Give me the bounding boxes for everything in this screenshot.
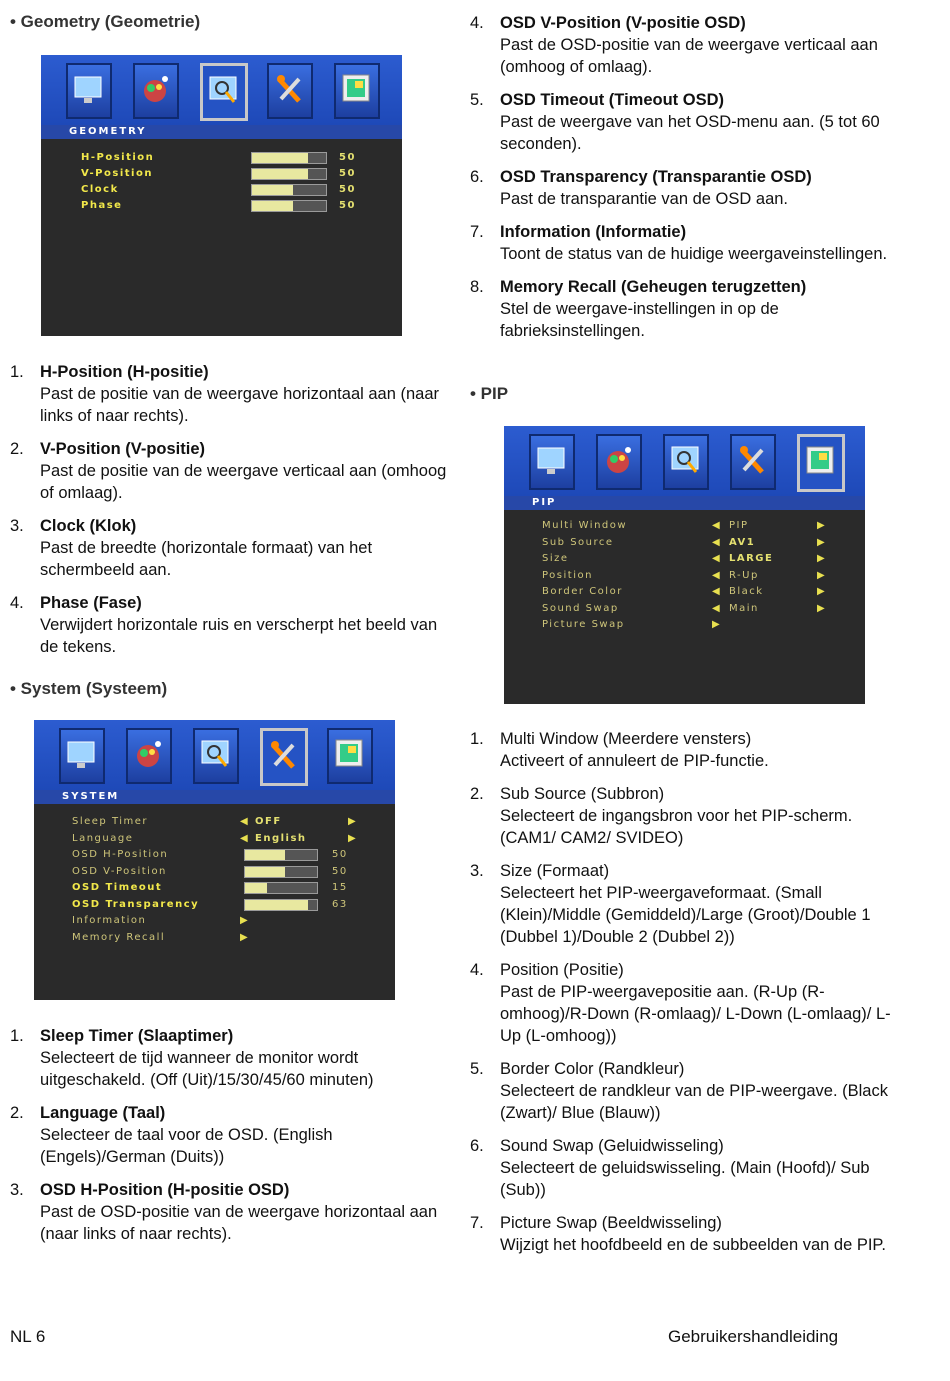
item-number: 2. xyxy=(470,785,484,803)
item-title: Position (Positie) xyxy=(500,961,624,979)
item-description: Past de transparantie van de OSD aan. xyxy=(500,190,789,208)
osd-row-value: 50 xyxy=(339,200,356,211)
item-title: Multi Window (Meerdere vensters) xyxy=(500,730,752,748)
list-item xyxy=(470,89,910,155)
osd-row-label: Position xyxy=(542,569,593,581)
osd-row-label: Sleep Timer xyxy=(72,816,149,827)
osd-icon-bar xyxy=(34,720,395,790)
right-arrow-icon: ▶ xyxy=(817,536,825,548)
system-item-list-continued xyxy=(470,12,910,353)
item-number: 2. xyxy=(10,440,24,458)
list-item xyxy=(10,592,450,658)
item-number: 3. xyxy=(10,1181,24,1199)
item-description: Selecteert de randkleur van de PIP-weergave. (Black (Zwart)/ Blue (Blauw)) xyxy=(500,1082,888,1122)
left-arrow-icon: ◀ xyxy=(712,586,720,597)
list-item xyxy=(10,1179,450,1245)
item-title: OSD Timeout (Timeout OSD) xyxy=(500,91,724,109)
item-description: Selecteert de geluidswisseling. (Main (Hoofd)/ Sub (Sub)) xyxy=(500,1159,870,1199)
monitor-icon xyxy=(66,63,112,119)
right-arrow-icon: ▶ xyxy=(817,586,825,597)
list-item xyxy=(470,783,910,849)
item-title: Memory Recall (Geheugen terugzetten) xyxy=(500,278,807,296)
left-arrow-icon: ◀ xyxy=(712,520,720,531)
monitor-icon xyxy=(529,434,575,490)
item-description: Past de OSD-positie van de weergave horizontaal aan (naar links of naar rechts). xyxy=(40,1203,438,1243)
left-arrow-icon: ◀ xyxy=(712,602,720,614)
geometry-icon xyxy=(193,728,239,784)
osd-row-label: Language xyxy=(72,832,134,844)
tools-icon xyxy=(267,63,313,119)
item-description: Verwijdert horizontale ruis en verscherpt het beeld van de tekens. xyxy=(40,616,438,656)
osd-level-bar xyxy=(244,882,318,894)
list-item xyxy=(470,959,910,1047)
item-title: Size (Formaat) xyxy=(500,862,610,880)
item-title: H-Position (H-positie) xyxy=(40,363,209,381)
osd-row-label: Border Color xyxy=(542,586,623,597)
item-description: Past de breedte (horizontale formaat) van het schermbeeld aan. xyxy=(40,539,373,579)
pip-icon xyxy=(797,434,845,492)
item-description: Selecteert de tijd wanneer de monitor wordt uitgeschakeld. (Off (Uit)/15/30/45/60 minuten) xyxy=(40,1049,374,1089)
item-description: Selecteert de ingangsbron voor het PIP-scherm. (CAM1/ CAM2/ SVIDEO) xyxy=(500,807,853,847)
item-title: Phase (Fase) xyxy=(40,594,142,612)
osd-row-label: Picture Swap xyxy=(542,619,625,630)
geometry-icon xyxy=(200,63,248,121)
osd-title: SYSTEM xyxy=(34,790,395,804)
system-heading: • System (Systeem) xyxy=(10,679,168,698)
osd-row-label: Phase xyxy=(81,200,123,211)
osd-row-label: Clock xyxy=(81,184,119,195)
item-description: Wijzigt het hoofdbeeld en de subbeelden van de PIP. xyxy=(500,1236,886,1254)
osd-icon-bar xyxy=(504,426,865,496)
item-number: 8. xyxy=(470,278,484,296)
osd-level-bar xyxy=(251,168,327,180)
osd-row-label: OSD Transparency xyxy=(72,898,200,910)
osd-row-label: OSD V-Position xyxy=(72,865,167,877)
left-arrow-icon: ◀ xyxy=(240,816,248,827)
osd-level-bar xyxy=(244,899,318,911)
osd-title: GEOMETRY xyxy=(41,125,402,139)
geometry-heading: • Geometry (Geometrie) xyxy=(10,12,201,31)
osd-row-label: V-Position xyxy=(81,168,153,179)
list-item xyxy=(470,276,910,342)
osd-title: PIP xyxy=(504,496,865,510)
system-item-list xyxy=(10,1025,450,1256)
item-number: 6. xyxy=(470,1137,484,1155)
list-item xyxy=(470,1135,910,1201)
item-description: Selecteert het PIP-weergaveformaat. (Small (Klein)/Middle (Gemiddeld)/Large (Groot)/Double 1 (Dubbel 1)/Double 2 (Dubbel 2)) xyxy=(500,884,871,946)
item-number: 4. xyxy=(10,594,24,612)
osd-row-value: 50 xyxy=(339,168,356,179)
item-title: OSD Transparency (Transparantie OSD) xyxy=(500,168,812,186)
osd-row-value: PIP xyxy=(729,520,749,531)
list-item xyxy=(470,1212,910,1256)
list-item xyxy=(470,1058,910,1124)
osd-row-label: Sound Swap xyxy=(542,602,619,614)
item-title: Information (Informatie) xyxy=(500,223,687,241)
item-title: OSD H-Position (H-positie OSD) xyxy=(40,1181,290,1199)
pip-icon xyxy=(327,728,373,784)
item-description: Stel de weergave-instellingen in op de fabrieksinstellingen. xyxy=(500,300,779,340)
item-title: Picture Swap (Beeldwisseling) xyxy=(500,1214,722,1232)
monitor-icon xyxy=(59,728,105,784)
right-arrow-icon: ▶ xyxy=(712,619,720,630)
right-arrow-icon: ▶ xyxy=(817,520,825,531)
list-item xyxy=(10,361,450,427)
right-arrow-icon: ▶ xyxy=(240,915,248,926)
osd-row-label: Memory Recall xyxy=(72,931,166,943)
color-icon xyxy=(596,434,642,490)
left-arrow-icon: ◀ xyxy=(712,553,720,564)
osd-level-bar xyxy=(244,866,318,878)
osd-row-value: 63 xyxy=(332,898,348,910)
item-number: 5. xyxy=(470,91,484,109)
pip-icon xyxy=(334,63,380,119)
color-icon xyxy=(133,63,179,119)
item-title: Sound Swap (Geluidwisseling) xyxy=(500,1137,724,1155)
pip-osd-screenshot xyxy=(504,426,865,704)
item-number: 4. xyxy=(470,14,484,32)
left-arrow-icon: ◀ xyxy=(712,569,720,581)
item-description: Past de weergave van het OSD-menu aan. (5 tot 60 seconden). xyxy=(500,113,880,153)
item-title: V-Position (V-positie) xyxy=(40,440,206,458)
list-item xyxy=(10,515,450,581)
item-number: 1. xyxy=(10,363,24,381)
item-number: 1. xyxy=(470,730,484,748)
pip-item-list xyxy=(470,728,910,1267)
list-item xyxy=(470,166,910,210)
item-number: 7. xyxy=(470,1214,484,1232)
item-description: Toont de status van de huidige weergaveinstellingen. xyxy=(500,245,888,263)
osd-row-value: Main xyxy=(729,602,759,614)
osd-row-value: 50 xyxy=(339,152,356,163)
item-description: Past de positie van de weergave verticaal aan (omhoog of omlaag). xyxy=(40,462,447,502)
item-number: 2. xyxy=(10,1104,24,1122)
tools-icon xyxy=(260,728,308,786)
osd-level-bar xyxy=(251,152,327,164)
item-title: Border Color (Randkleur) xyxy=(500,1060,685,1078)
osd-row-label: Multi Window xyxy=(542,520,628,531)
osd-level-bar xyxy=(251,184,327,196)
list-item xyxy=(10,1102,450,1168)
geometry-item-list xyxy=(10,361,450,669)
list-item xyxy=(470,860,910,948)
item-number: 6. xyxy=(470,168,484,186)
osd-row-value: 50 xyxy=(339,184,356,195)
item-number: 5. xyxy=(470,1060,484,1078)
system-osd-screenshot xyxy=(34,720,395,1000)
osd-level-bar xyxy=(251,200,327,212)
osd-row-label: OSD H-Position xyxy=(72,849,169,860)
osd-row-label: OSD Timeout xyxy=(72,882,163,893)
right-arrow-icon: ▶ xyxy=(817,569,825,581)
osd-row-value: 50 xyxy=(332,865,348,877)
item-title: Language (Taal) xyxy=(40,1104,166,1122)
right-arrow-icon: ▶ xyxy=(817,553,825,564)
item-number: 1. xyxy=(10,1027,24,1045)
item-description: Past de PIP-weergavepositie aan. (R-Up (R-omhoog)/R-Down (R-omlaag)/ L-Down (L-omlaag)/ L-Up (L-omhoog)) xyxy=(500,983,891,1045)
osd-row-label: Size xyxy=(542,553,569,564)
item-number: 4. xyxy=(470,961,484,979)
item-number: 7. xyxy=(470,223,484,241)
right-arrow-icon: ▶ xyxy=(817,602,825,614)
item-title: Sub Source (Subbron) xyxy=(500,785,665,803)
item-number: 3. xyxy=(10,517,24,535)
osd-level-bar xyxy=(244,849,318,861)
osd-row-value: 15 xyxy=(332,882,348,893)
item-title: OSD V-Position (V-positie OSD) xyxy=(500,14,746,32)
pip-heading: • PIP xyxy=(470,384,509,403)
tools-icon xyxy=(730,434,776,490)
item-description: Past de OSD-positie van de weergave verticaal aan (omhoog of omlaag). xyxy=(500,36,878,76)
osd-icon-bar xyxy=(41,55,402,125)
list-item xyxy=(470,728,910,772)
left-arrow-icon: ◀ xyxy=(240,832,248,844)
osd-row-value: English xyxy=(255,832,307,844)
osd-row-value: LARGE xyxy=(729,553,774,564)
left-arrow-icon: ◀ xyxy=(712,536,720,548)
osd-row-value: OFF xyxy=(255,816,282,827)
geometry-osd-screenshot xyxy=(41,55,402,336)
list-item xyxy=(10,1025,450,1091)
item-description: Activeert of annuleert de PIP-functie. xyxy=(500,752,769,770)
osd-row-value: 50 xyxy=(332,849,348,860)
geometry-icon xyxy=(663,434,709,490)
manual-title: Gebruikershandleiding xyxy=(668,1327,839,1346)
item-title: Sleep Timer (Slaaptimer) xyxy=(40,1027,234,1045)
item-description: Past de positie van de weergave horizontaal aan (naar links of naar rechts). xyxy=(40,385,440,425)
color-icon xyxy=(126,728,172,784)
right-arrow-icon: ▶ xyxy=(348,816,356,827)
osd-row-value: AV1 xyxy=(729,536,756,548)
list-item xyxy=(10,438,450,504)
osd-row-value: Black xyxy=(729,586,764,597)
list-item xyxy=(470,221,910,265)
item-title: Clock (Klok) xyxy=(40,517,137,535)
osd-row-value: R-Up xyxy=(729,569,759,581)
page-number: NL 6 xyxy=(10,1327,46,1346)
list-item xyxy=(470,12,910,78)
osd-row-label: H-Position xyxy=(81,152,155,163)
osd-row-label: Information xyxy=(72,915,147,926)
osd-row-label: Sub Source xyxy=(542,536,614,548)
right-arrow-icon: ▶ xyxy=(348,832,356,844)
item-description: Selecteer de taal voor de OSD. (English (Engels)/German (Duits)) xyxy=(40,1126,333,1166)
right-arrow-icon: ▶ xyxy=(240,931,248,943)
item-number: 3. xyxy=(470,862,484,880)
